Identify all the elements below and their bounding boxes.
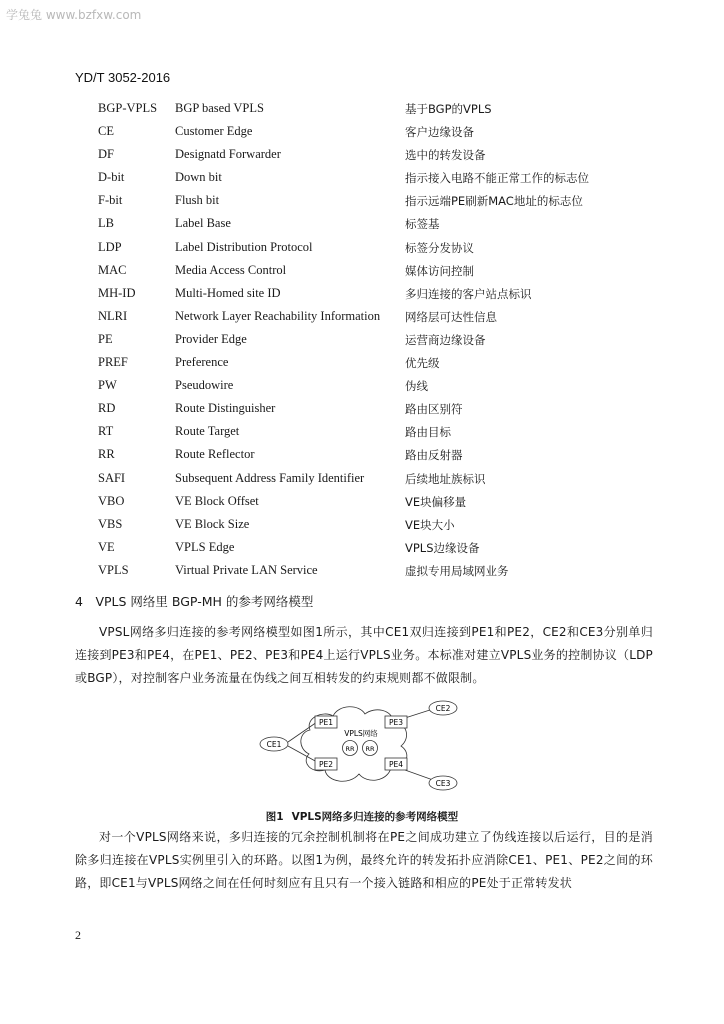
abbreviation-row: [0, 98, 724, 121]
abbreviation-chinese: 媒体访问控制: [405, 263, 474, 278]
abbreviation-term: D-bit: [98, 170, 125, 185]
abbreviation-english: Preference: [175, 355, 229, 370]
ce1-label: CE1: [266, 740, 282, 749]
ce3-label: CE3: [435, 779, 451, 788]
abbreviation-row: [0, 329, 724, 352]
abbreviation-term: MAC: [98, 262, 127, 277]
abbreviation-term: DF: [98, 147, 114, 162]
abbreviation-table: [0, 98, 724, 583]
abbreviation-row: [0, 398, 724, 421]
cloud-label: VPLS网络: [344, 729, 378, 738]
abbreviation-row: [0, 190, 724, 213]
abbreviation-term: RR: [98, 447, 115, 462]
abbreviation-chinese: 客户边缘设备: [405, 125, 474, 140]
network-diagram: [255, 700, 465, 795]
abbreviation-row: [0, 121, 724, 144]
rr2-label: RR: [365, 745, 375, 753]
abbreviation-english: Virtual Private LAN Service: [175, 562, 318, 577]
section-heading: 4 VPLS 网络里 BGP-MH 的参考网络模型: [75, 594, 314, 609]
abbreviation-row: [0, 306, 724, 329]
abbreviation-chinese: 指示远端PE刷新MAC地址的标志位: [405, 194, 583, 209]
abbreviation-chinese: 指示接入电路不能正常工作的标志位: [405, 171, 589, 186]
abbreviation-english: Route Reflector: [175, 447, 255, 462]
abbreviation-term: VBO: [98, 493, 125, 508]
abbreviation-english: VE Block Size: [175, 516, 250, 531]
abbreviation-chinese: 伪线: [405, 379, 428, 394]
abbreviation-english: BGP based VPLS: [175, 101, 264, 115]
abbreviation-row: [0, 352, 724, 375]
document-id: YD/T 3052-2016: [75, 70, 171, 85]
abbreviation-english: Media Access Control: [175, 262, 287, 277]
abbreviation-term: F-bit: [98, 193, 123, 208]
figure-caption: [0, 809, 724, 824]
abbreviation-row: [0, 444, 724, 467]
abbreviation-chinese: 后续地址族标识: [405, 471, 486, 486]
abbreviation-chinese: 虚拟专用局域网业务: [405, 563, 509, 578]
abbreviation-english: Route Distinguisher: [175, 401, 276, 416]
abbreviation-term: CE: [98, 124, 114, 139]
abbreviation-english: Label Distribution Protocol: [175, 239, 313, 254]
abbreviation-chinese: 标签分发协议: [405, 240, 474, 255]
abbreviation-chinese: 标签基: [405, 217, 440, 232]
paragraph-2: 对一个VPLS网络来说，多归连接的冗余控制机制将在PE之间成功建立了伪线连接以后运行，目的是消除多归连接在VPLS实例里引入的环路。以图1为例，最终允许的转发拓扑应消除CE1、PE1、PE2之间的环路，即CE1与VPLS网络之间在任何时刻应有且只有一个接入链路和相应的PE处于正常转发状: [75, 830, 653, 890]
abbreviation-english: Network Layer Reachability Information: [175, 308, 381, 323]
abbreviation-chinese: VE块大小: [405, 517, 455, 532]
abbreviation-english: Multi-Homed site ID: [175, 285, 281, 300]
abbreviation-row: [0, 560, 724, 583]
abbreviation-term: RD: [98, 401, 116, 416]
abbreviation-term: VBS: [98, 516, 123, 531]
pe3-label: PE3: [388, 718, 404, 727]
abbreviation-term: PREF: [98, 355, 128, 370]
abbreviation-row: [0, 213, 724, 236]
abbreviation-row: [0, 283, 724, 306]
pe1-label: PE1: [318, 718, 334, 727]
abbreviation-english: VPLS Edge: [175, 539, 235, 554]
abbreviation-chinese: VE块偏移量: [405, 494, 467, 509]
abbreviation-row: [0, 421, 724, 444]
figure-title: VPLS网络多归连接的参考网络模型: [291, 811, 459, 823]
abbreviation-row: [0, 514, 724, 537]
abbreviation-row: [0, 237, 724, 260]
abbreviation-term: MH-ID: [98, 285, 136, 300]
abbreviation-english: VE Block Offset: [175, 493, 259, 508]
abbreviation-chinese: 路由反射器: [405, 448, 463, 463]
abbreviation-row: [0, 468, 724, 491]
abbreviation-term: LB: [98, 216, 114, 231]
abbreviation-term: NLRI: [98, 308, 128, 323]
abbreviation-term: PW: [98, 378, 117, 393]
abbreviation-chinese: 运营商边缘设备: [405, 332, 486, 347]
abbreviation-term: LDP: [98, 239, 122, 254]
figure-number: 图1: [265, 811, 284, 823]
rr1-label: RR: [345, 745, 355, 753]
abbreviation-chinese: 路由目标: [405, 425, 451, 440]
abbreviation-chinese: VPLS边缘设备: [405, 540, 480, 555]
abbreviation-term: BGP-VPLS: [98, 101, 158, 115]
abbreviation-row: [0, 167, 724, 190]
paragraph-1: VPSL网络多归连接的参考网络模型如图1所示，其中CE1双归连接到PE1和PE2，CE2和CE3分别单归连接到PE3和PE4，在PE1、PE2、PE3和PE4上运行VPLS业务。本标准对建立VPLS业务的控制协议（LDP或BGP），对控制客户业务流量在伪线之间互相转发的约束规则都不做限制。: [75, 625, 653, 685]
abbreviation-row: [0, 144, 724, 167]
abbreviation-term: PE: [98, 331, 113, 346]
abbreviation-english: Flush bit: [175, 193, 220, 208]
abbreviation-chinese: 优先级: [405, 356, 440, 371]
abbreviation-chinese: 路由区别符: [405, 402, 463, 417]
abbreviation-english: Pseudowire: [175, 378, 234, 393]
link-pe4-ce3: [405, 770, 433, 780]
abbreviation-row: [0, 375, 724, 398]
abbreviation-english: Customer Edge: [175, 124, 253, 139]
abbreviation-term: VPLS: [98, 562, 129, 577]
page-number: 2: [75, 928, 81, 942]
abbreviation-english: Down bit: [175, 170, 222, 185]
abbreviation-english: Route Target: [175, 424, 240, 439]
abbreviation-row: [0, 260, 724, 283]
abbreviation-row: [0, 537, 724, 560]
abbreviation-chinese: 多归连接的客户站点标识: [405, 286, 532, 301]
abbreviation-english: Designatd Forwarder: [175, 147, 281, 162]
abbreviation-chinese: 网络层可达性信息: [405, 309, 497, 324]
abbreviation-term: VE: [98, 539, 115, 554]
pe2-label: PE2: [318, 760, 334, 769]
abbreviation-row: [0, 491, 724, 514]
abbreviation-chinese: 选中的转发设备: [405, 148, 486, 163]
abbreviation-term: SAFI: [98, 470, 126, 485]
ce2-label: CE2: [435, 704, 451, 713]
link-pe3-ce2: [405, 709, 433, 718]
abbreviation-chinese: 基于BGP的VPLS: [405, 102, 492, 116]
watermark: 学兔兔 www.bzfxw.com: [6, 8, 142, 22]
abbreviation-english: Subsequent Address Family Identifier: [175, 470, 365, 485]
abbreviation-term: RT: [98, 424, 114, 439]
pe4-label: PE4: [388, 760, 404, 769]
abbreviation-english: Provider Edge: [175, 331, 247, 346]
abbreviation-english: Label Base: [175, 216, 231, 231]
